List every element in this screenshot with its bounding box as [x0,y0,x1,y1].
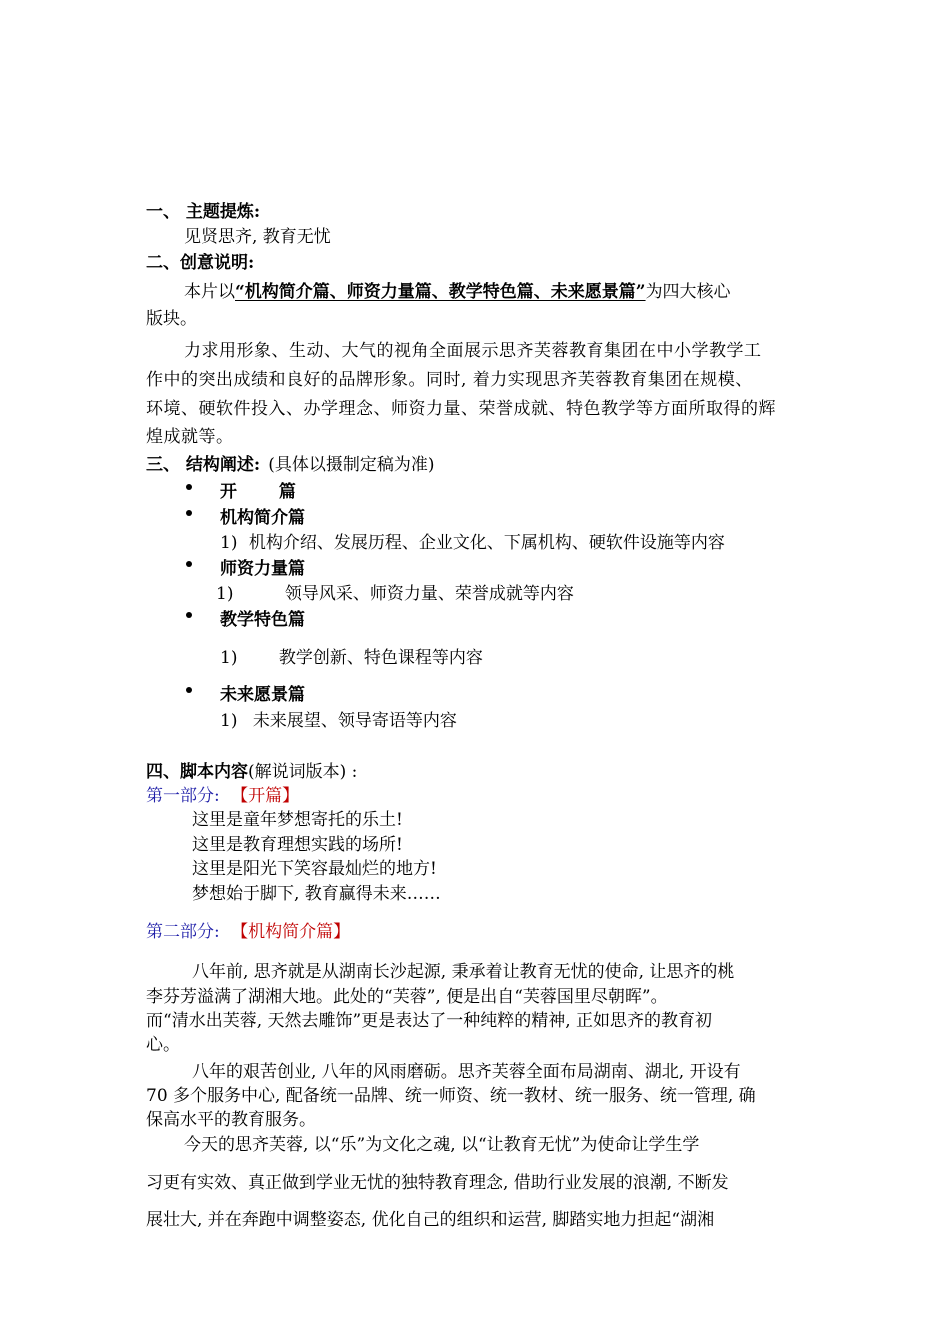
section1-heading: 一、 主题提炼: [146,202,261,222]
section3-note: (具体以摄制定稿为准) [268,455,435,475]
sub-text: 领导风采、师资力量、荣誉成就等内容 [284,584,574,604]
structure-item-title: 开 篇 [220,482,306,502]
part2-tag: 【机构简介篇】 [231,922,351,942]
section2-para-line: 煌成就等。 [146,427,234,447]
part2-heading [146,917,350,942]
body-line: 八年的艰苦创业, 八年的风雨磨砺。思齐芙蓉全面布局湖南、湖北, 开设有 [192,1062,741,1082]
sub-text: 教学创新、特色课程等内容 [278,648,483,668]
structure-item-title: 未来愿景篇 [220,685,305,705]
structure-item-sub [216,579,574,604]
section2-intro [184,277,731,302]
body-line: 70 多个服务中心, 配备统一品牌、统一师资、统一教材、统一服务、统一管理, 确 [146,1086,756,1106]
structure-item-title: 机构简介篇 [220,508,305,528]
sub-number: 1) [220,533,238,553]
part1-line: 这里是教育理想实践的场所! [192,835,403,855]
part1-label: 第一部分: [146,786,220,806]
intro-post: 为四大核心 [645,282,731,302]
body-line: 李芬芳溢满了湖湘大地。此处的“芙蓉”, 便是出自“芙蓉国里尽朝晖”。 [146,987,668,1007]
section2-para-line: 作中的突出成绩和良好的品牌形象。同时, 着力实现思齐芙蓉教育集团在规模、 [146,370,753,390]
bullet-icon [186,561,192,567]
body-line: 展壮大, 并在奔跑中调整姿态, 优化自己的组织和运营, 脚踏实地力担起“湖湘 [146,1210,715,1230]
section4-heading-line [146,757,357,782]
section2-para-line: 环境、硬软件投入、办学理念、师资力量、荣誉成就、特色教学等方面所取得的辉 [146,399,776,419]
sub-text: 机构介绍、发展历程、企业文化、下属机构、硬软件设施等内容 [248,533,725,553]
part1-line: 这里是童年梦想寄托的乐土! [192,810,403,830]
section2-para-line: 力求用形象、生动、大气的视角全面展示思齐芙蓉教育集团在中小学教学工 [184,341,762,361]
section4-heading: 四、脚本内容 [146,762,248,782]
sub-number: 1) [220,648,238,668]
body-line: 而“清水出芙蓉, 天然去雕饰”更是表达了一种纯粹的精神, 正如思齐的教育初 [146,1011,712,1031]
sub-text: 未来展望、领导寄语等内容 [252,711,457,731]
section1-body: 见贤思齐, 教育无忧 [184,227,331,247]
sub-number: 1) [220,711,238,731]
section3-heading-line [146,450,434,475]
section2-intro-tail: 版块。 [146,309,197,329]
part1-line: 梦想始于脚下, 教育赢得未来…… [192,884,441,904]
intro-core-sections: “机构简介篇、师资力量篇、教学特色篇、未来愿景篇” [235,282,646,302]
body-line: 今天的思齐芙蓉, 以“乐”为文化之魂, 以“让教育无忧”为使命让学生学 [184,1135,700,1155]
bullet-icon [186,510,192,516]
section3-heading: 三、 结构阐述: [146,455,261,475]
structure-item-sub [220,706,457,731]
structure-item-sub [220,643,483,668]
sub-number: 1) [216,584,234,604]
body-line: 习更有实效、真正做到学业无忧的独特教育理念, 借助行业发展的浪潮, 不断发 [146,1173,729,1193]
section4-heading-note: (解说词版本) : [248,762,358,782]
part1-line: 这里是阳光下笑容最灿烂的地方! [192,859,437,879]
bullet-icon [186,484,192,490]
part1-heading [146,781,299,806]
structure-item-sub [220,528,725,553]
part1-tag: 【开篇】 [231,786,300,806]
section2-heading: 二、创意说明: [146,253,255,273]
intro-pre: 本片以 [184,282,235,302]
structure-item-title: 师资力量篇 [220,559,305,579]
bullet-icon [186,612,192,618]
structure-item-title: 教学特色篇 [220,610,305,630]
body-line: 保高水平的教育服务。 [146,1110,316,1130]
body-line: 心。 [146,1035,180,1055]
bullet-icon [186,687,192,693]
part2-label: 第二部分: [146,922,220,942]
body-line: 八年前, 思齐就是从湖南长沙起源, 秉承着让教育无忧的使命, 让思齐的桃 [192,962,735,982]
